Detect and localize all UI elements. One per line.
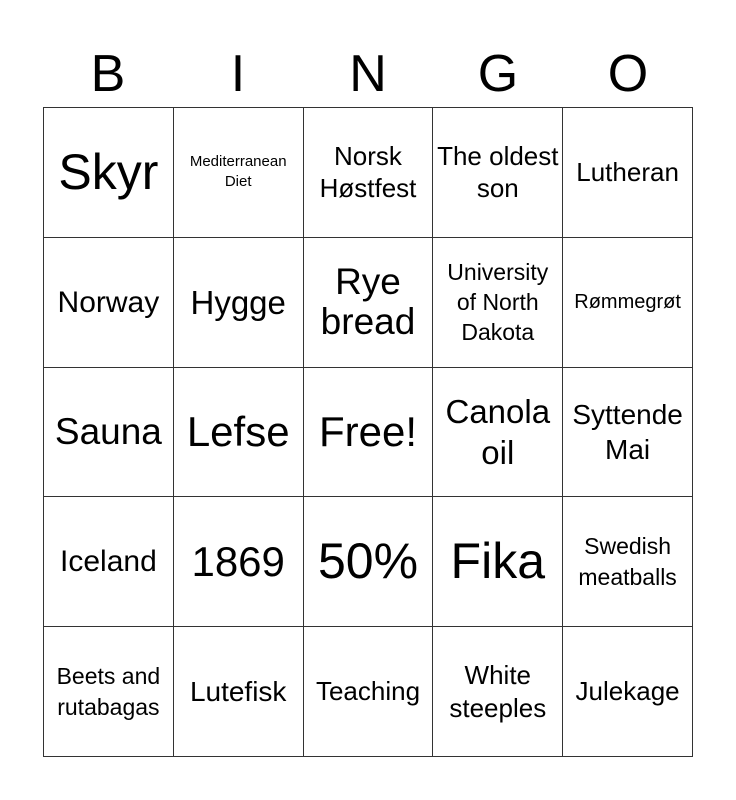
cell-text: White steeples [449,660,547,723]
bingo-cell[interactable] [563,497,693,627]
bingo-cell[interactable] [433,497,563,627]
cell-text: Julekage [575,676,680,707]
header-letter-g: G [477,45,519,103]
cell-text: Iceland [60,545,157,579]
cell-text: Sauna [54,410,162,452]
bingo-cell[interactable] [174,497,304,627]
cell-text: Free! [318,407,417,455]
cell-text: Teaching [315,676,421,707]
cell-text: 50% [317,533,419,590]
header-letter-i: I [230,45,246,103]
bingo-cell[interactable] [563,238,693,368]
bingo-grid [43,107,693,757]
header-letter-o: O [607,45,649,103]
cell-text: Skyr [58,143,159,200]
bingo-cell[interactable] [433,368,563,498]
bingo-cell[interactable] [433,108,563,238]
bingo-cell[interactable] [174,108,304,238]
bingo-cell[interactable] [563,368,693,498]
bingo-cell[interactable] [433,627,563,757]
cell-text: University of North Dakota [447,258,549,346]
bingo-cell[interactable] [44,238,174,368]
bingo-cell[interactable] [44,108,174,238]
cell-text: Lutheran [576,157,679,188]
cell-text: Beets and rutabagas [56,663,161,720]
bingo-cell[interactable] [44,627,174,757]
cell-text: Rye bread [320,260,416,343]
cell-text: Hygge [190,283,286,321]
cell-text: Mediterranean Diet [189,153,287,191]
bingo-cell[interactable] [174,368,304,498]
bingo-cell[interactable] [433,238,563,368]
cell-text: The oldest son [437,140,559,204]
bingo-cell[interactable] [304,497,434,627]
cell-text: Swedish meatballs [578,533,677,590]
header-letter-n: N [349,45,387,103]
header-letter-b: B [90,45,126,103]
cell-text: Canola oil [445,392,551,471]
bingo-cell[interactable] [44,368,174,498]
bingo-cell[interactable] [304,108,434,238]
cell-text: Norway [57,285,160,319]
cell-text: Lutefisk [189,676,287,708]
cell-text: 1869 [191,537,285,585]
cell-text: Syttende Mai [572,398,683,465]
bingo-cell[interactable] [563,627,693,757]
bingo-cell[interactable] [44,497,174,627]
bingo-cell[interactable] [304,238,434,368]
bingo-cell[interactable] [304,627,434,757]
bingo-header [43,40,693,108]
cell-text: Lefse [186,407,290,455]
bingo-cell[interactable] [174,627,304,757]
bingo-cell[interactable] [563,108,693,238]
cell-text: Rømmegrøt [574,291,681,314]
free-space[interactable] [304,368,434,498]
bingo-cell[interactable] [174,238,304,368]
cell-text: Fika [450,533,546,590]
cell-text: Norsk Høstfest [319,140,417,204]
